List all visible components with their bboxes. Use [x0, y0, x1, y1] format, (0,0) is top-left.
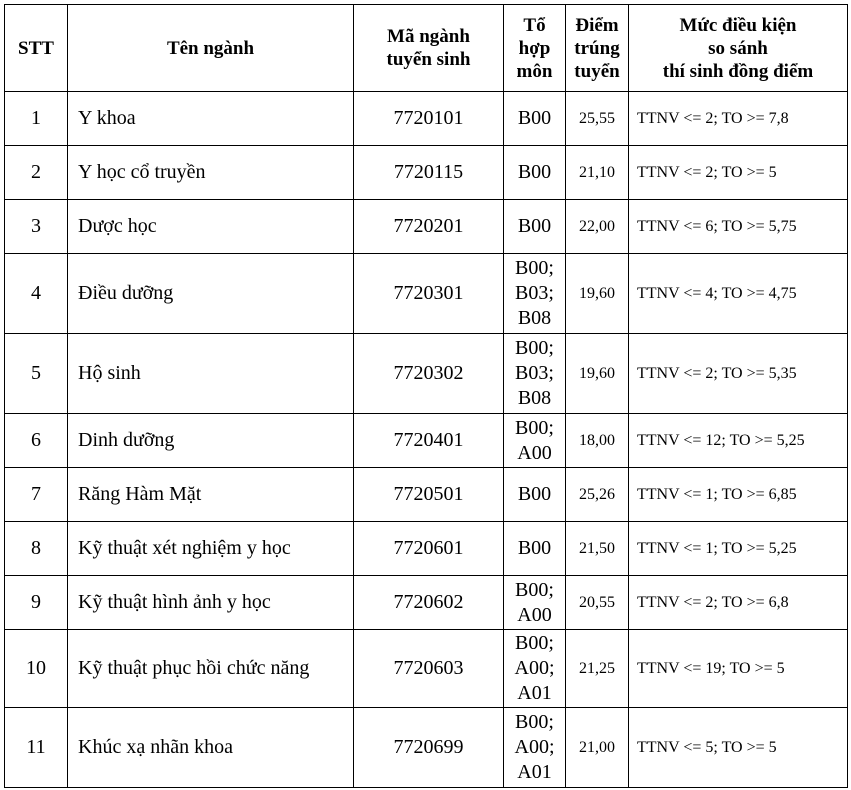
row-stt: 3 — [5, 200, 68, 254]
row-tie-condition: TTNV <= 2; TO >= 5,35 — [629, 334, 848, 414]
row-subject-combos — [504, 708, 566, 788]
table-row — [5, 630, 848, 708]
row-score: 21,00 — [566, 708, 629, 788]
subject-combo: A01 — [517, 761, 552, 783]
row-tie-condition: TTNV <= 2; TO >= 6,8 — [629, 576, 848, 630]
row-major-name: Dược học — [68, 200, 354, 254]
row-major-name: Khúc xạ nhãn khoa — [68, 708, 354, 788]
row-tie-condition: TTNV <= 4; TO >= 4,75 — [629, 254, 848, 334]
subject-combo: B00 — [517, 107, 552, 129]
row-stt: 10 — [5, 630, 68, 708]
row-tie-condition: TTNV <= 6; TO >= 5,75 — [629, 200, 848, 254]
row-subject-combos — [504, 522, 566, 576]
row-subject-combos — [504, 92, 566, 146]
row-major-code: 7720101 — [354, 92, 504, 146]
row-major-name: Y khoa — [68, 92, 354, 146]
row-major-code: 7720699 — [354, 708, 504, 788]
row-major-name: Kỹ thuật phục hồi chức năng — [68, 630, 354, 708]
row-subject-combos — [504, 254, 566, 334]
row-subject-combos — [504, 334, 566, 414]
row-score: 22,00 — [566, 200, 629, 254]
subject-combo: B00 — [517, 215, 552, 237]
subject-combo: B00; — [515, 416, 554, 439]
row-score: 19,60 — [566, 334, 629, 414]
row-major-name: Kỹ thuật hình ảnh y học — [68, 576, 354, 630]
table-row — [5, 414, 848, 468]
header-score: Điểm trúng tuyển — [566, 5, 629, 92]
subject-combo: A00; — [514, 657, 555, 679]
subject-combo: A01 — [517, 682, 552, 704]
row-stt: 2 — [5, 146, 68, 200]
table-row — [5, 200, 848, 254]
header-stt: STT — [5, 5, 68, 92]
header-combo: Tổ hợp môn — [504, 5, 566, 92]
table-row — [5, 92, 848, 146]
row-major-name: Y học cổ truyền — [68, 146, 354, 200]
subject-combo: A00 — [517, 441, 552, 464]
subject-combo: A00 — [517, 603, 552, 626]
row-stt: 4 — [5, 254, 68, 334]
row-tie-condition: TTNV <= 2; TO >= 7,8 — [629, 92, 848, 146]
subject-combo: A00; — [514, 736, 555, 758]
row-score: 21,10 — [566, 146, 629, 200]
admission-score-table — [4, 4, 848, 788]
subject-combo: B03; — [515, 282, 554, 304]
row-score: 21,25 — [566, 630, 629, 708]
row-major-code: 7720603 — [354, 630, 504, 708]
row-score: 21,50 — [566, 522, 629, 576]
header-condition: Mức điều kiện so sánh thí sinh đồng điểm — [629, 5, 848, 92]
row-stt: 1 — [5, 92, 68, 146]
row-score: 25,55 — [566, 92, 629, 146]
row-subject-combos — [504, 200, 566, 254]
row-major-name: Dinh dưỡng — [68, 414, 354, 468]
table-row — [5, 254, 848, 334]
subject-combo: B00 — [517, 537, 552, 559]
table-row — [5, 334, 848, 414]
subject-combo: B00; — [515, 337, 554, 359]
subject-combo: B00; — [515, 578, 554, 601]
subject-combo: B00 — [517, 483, 552, 505]
row-tie-condition: TTNV <= 12; TO >= 5,25 — [629, 414, 848, 468]
header-code: Mã ngành tuyển sinh — [354, 5, 504, 92]
row-major-code: 7720501 — [354, 468, 504, 522]
row-major-code: 7720301 — [354, 254, 504, 334]
header-row — [5, 5, 848, 92]
row-major-code: 7720201 — [354, 200, 504, 254]
subject-combo: B00; — [515, 711, 554, 733]
row-major-name: Răng Hàm Mặt — [68, 468, 354, 522]
row-stt: 5 — [5, 334, 68, 414]
row-score: 18,00 — [566, 414, 629, 468]
subject-combo: B00 — [517, 161, 552, 183]
row-major-code: 7720302 — [354, 334, 504, 414]
subject-combo: B00; — [515, 257, 554, 279]
row-major-code: 7720601 — [354, 522, 504, 576]
row-stt: 8 — [5, 522, 68, 576]
table-row — [5, 146, 848, 200]
row-subject-combos — [504, 576, 566, 630]
row-subject-combos — [504, 146, 566, 200]
row-major-name: Hộ sinh — [68, 334, 354, 414]
row-major-code: 7720602 — [354, 576, 504, 630]
row-stt: 7 — [5, 468, 68, 522]
row-subject-combos — [504, 468, 566, 522]
row-subject-combos — [504, 414, 566, 468]
header-name: Tên ngành — [68, 5, 354, 92]
table-row — [5, 708, 848, 788]
row-major-name: Kỹ thuật xét nghiệm y học — [68, 522, 354, 576]
row-stt: 6 — [5, 414, 68, 468]
subject-combo: B03; — [515, 362, 554, 384]
row-tie-condition: TTNV <= 1; TO >= 5,25 — [629, 522, 848, 576]
row-major-code: 7720115 — [354, 146, 504, 200]
row-score: 19,60 — [566, 254, 629, 334]
row-score: 20,55 — [566, 576, 629, 630]
table-row — [5, 522, 848, 576]
row-tie-condition: TTNV <= 1; TO >= 6,85 — [629, 468, 848, 522]
table-row — [5, 576, 848, 630]
row-stt: 9 — [5, 576, 68, 630]
row-tie-condition: TTNV <= 19; TO >= 5 — [629, 630, 848, 708]
row-score: 25,26 — [566, 468, 629, 522]
subject-combo: B08 — [517, 307, 552, 329]
row-tie-condition: TTNV <= 5; TO >= 5 — [629, 708, 848, 788]
table-body — [5, 92, 848, 788]
row-subject-combos — [504, 630, 566, 708]
subject-combo: B00; — [515, 632, 554, 654]
row-major-code: 7720401 — [354, 414, 504, 468]
row-tie-condition: TTNV <= 2; TO >= 5 — [629, 146, 848, 200]
row-major-name: Điều dưỡng — [68, 254, 354, 334]
subject-combo: B08 — [517, 387, 552, 409]
row-stt: 11 — [5, 708, 68, 788]
table-row — [5, 468, 848, 522]
